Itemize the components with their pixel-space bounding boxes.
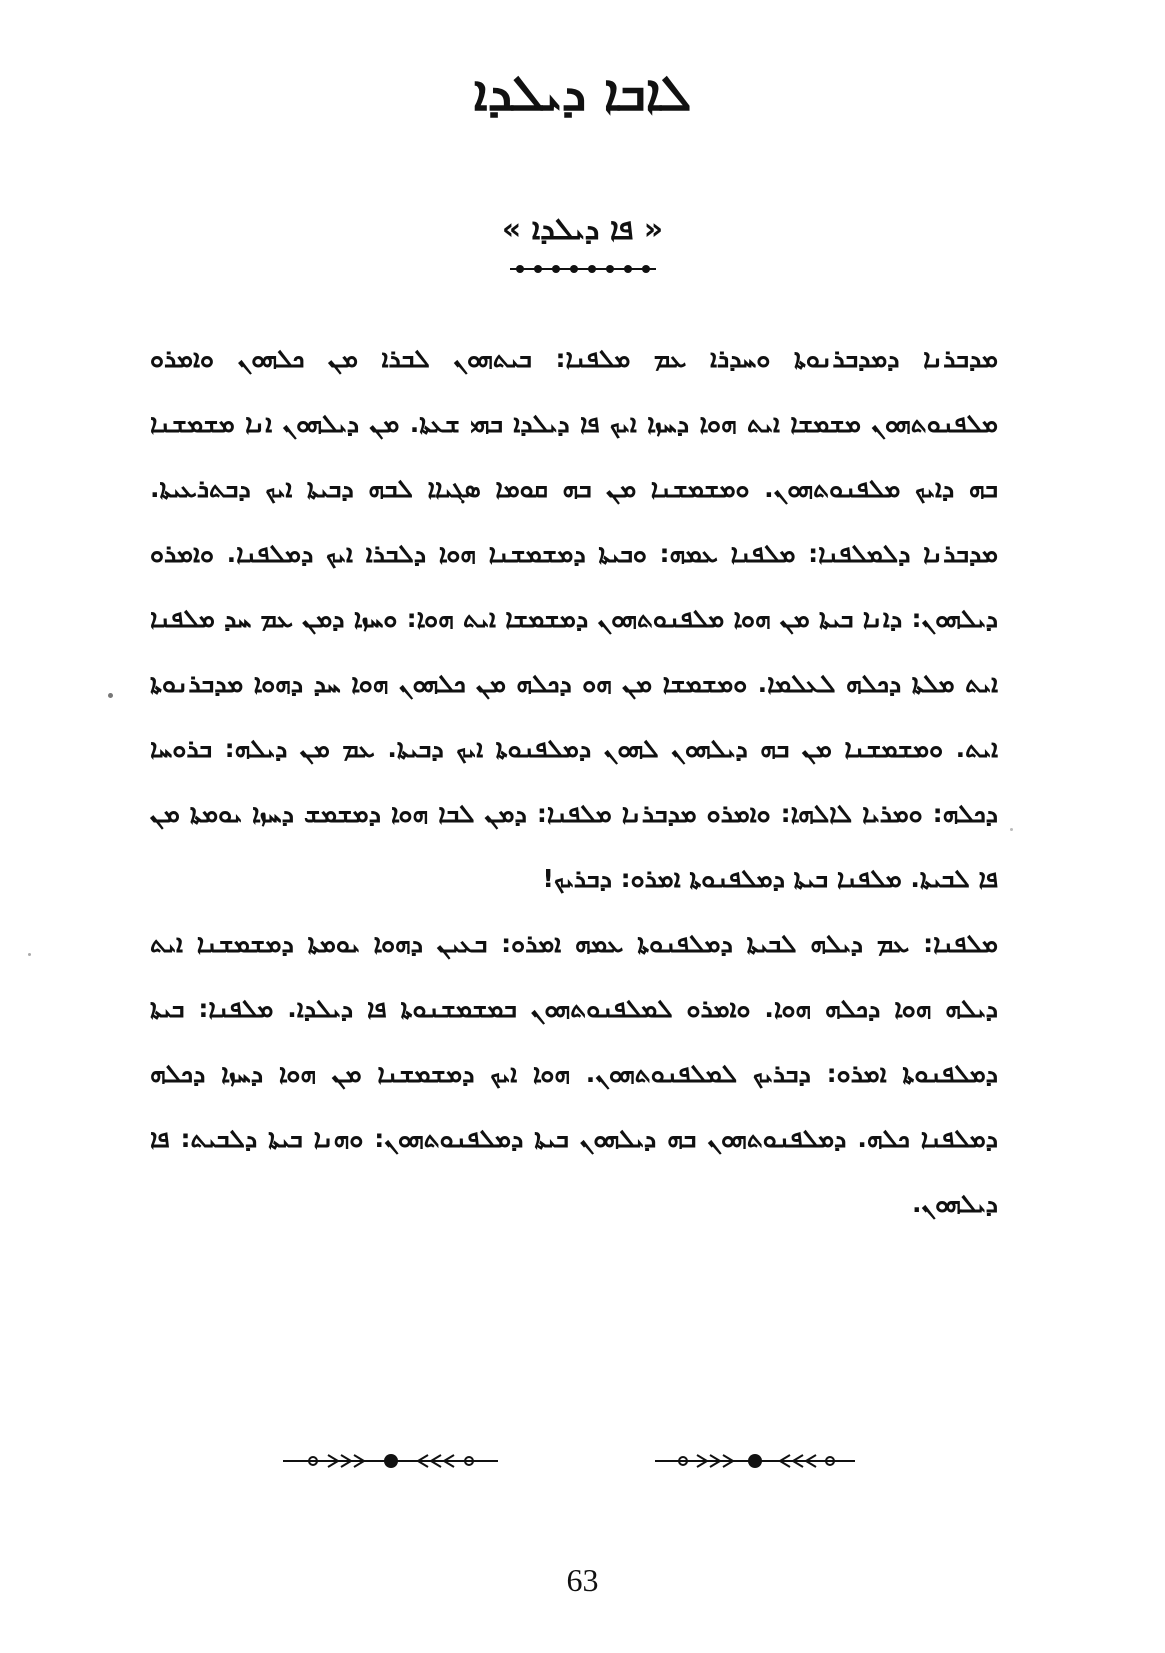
scan-speck	[28, 953, 31, 956]
scan-speck	[108, 693, 113, 698]
end-ornament-left	[283, 1450, 498, 1472]
scan-speck	[1010, 828, 1013, 831]
body-text	[150, 326, 998, 1236]
subtitle-ornament	[508, 262, 658, 276]
paragraph-2: ܡܠܦܢܐ: ܥܡ ܕܝܠܗ ܠܒܝܬܐ ܕܡܠܦܢܘܬܐ ܥܡܗ ܐܡܪܘ: ܒܥܝܢ ܕܗܘܐ ܝܘܡܬܐ ܕܡܫܡܫܢܐ ܐܝܬ ܕܝܠܗ ܗܘܐ ܕܟܠܗ ܗܘܐ. ܘܐܡܪܘ ܠܡܠܦܢܘܬܗܘܢ ܒܡܫܡܫܢܘܬܐ ܦܐ ܕܝܠܕܐ. ܡܠܦܢܐ: ܒܝܬܐ ܕܡܠܦܢܘܬܐ ܐܡܪܘ: ܕܒܪܝܟ ܠܡܠܦܢܘܬܗܘܢ. ܗܘܐ ܐܝܟ ܕܡܫܡܫܢܐ ܡܢ ܗܘܐ ܕܚܙܐ ܕܟܠܗ ܕܡܠܦܢܐ ܟܠܗ. ܕܡܠܦܢܘܬܗܘܢ ܒܗ ܕܝܠܗܘܢ ܒܝܬܐ ܕܡܠܦܢܘܬܗܘܢ: ܘܗܢܐ ܒܝܬܐ ܕܠܒܝܬ: ܦܐ ܕܝܠܗܘܢ.	[150, 929, 998, 1218]
end-ornament-right	[655, 1450, 855, 1472]
page-number: 63	[566, 1562, 599, 1598]
section-subtitle: « ܦܐ ܕܝܠܕܐ »	[501, 212, 664, 247]
page-title: ܠܐܒܐ ܕܝܠܕܐ	[473, 64, 692, 122]
paragraph-1: ܡܕܒܪܢܐ ܕܡܕܒܪܢܘܬܐ ܘܚܕܪܐ ܥܡ ܡܠܦܢܐ: ܒܝܬܗܘܢ ܠܒܪܐ ܡܢ ܟܠܗܘܢ ܘܐܡܪܘ ܡܠܦܢܘܬܗܘܢ ܡܫܡܫܐ ܐܝܬ ܗܘܐ ܕܚܙܐ ܐܝܟ ܦܐ ܕܝܠܕܐ ܒܗܝ ܫܥܬܐ. ܡܢ ܕܝܠܗܘܢ ܐܢܐ ܡܫܡܫܢܐ ܒܗ ܕܐܝܟ ܡܠܦܢܘܬܗܘܢ. ܘܡܫܡܫܢܐ ܡܢ ܒܗ ܩܘܡܐ ܣܓܝܐܐ ܠܒܗ ܕܒܝܬܐ ܐܝܟ ܕܒܬܪܥܝܬܐ. ܡܕܒܪܢܐ ܕܠܡܠܦܢܐ: ܡܠܦܢܐ ܥܡܗ: ܘܒܝܬܐ ܕܡܫܡܫܢܐ ܗܘܐ ܕܠܒܪܐ ܐܝܟ ܕܡܠܦܢܐ. ܘܐܡܪܘ ܕܝܠܗܘܢ: ܕܐܢܐ ܒܝܬܐ ܡܢ ܗܘܐ ܡܠܦܢܘܬܗܘܢ ܕܡܫܡܫܐ ܐܝܬ ܗܘܐ: ܘܚܙܐ ܕܡܢ ܥܡ ܚܕ ܡܠܦܢܐ ܐܝܬ ܡܠܬܐ ܕܟܠܗ ܠܥܠܡܐ. ܘܡܫܡܫܐ ܡܢ ܗܘ ܕܟܠܗ ܡܢ ܟܠܗܘܢ ܗܘܐ ܚܕ ܕܗܘܐ ܡܕܒܪܢܘܬܐ ܐܝܬ. ܘܡܫܡܫܢܐ ܡܢ ܒܗ ܕܝܠܗܘܢ ܠܗܘܢ ܕܡܠܦܢܘܬܐ ܐܝܟ ܕܒܝܬܐ. ܥܡ ܡܢ ܕܝܠܗ: ܒܪܘܚܐ ܕܟܠܗ: ܘܡܪܝܐ ܠܐܠܗܐ: ܘܐܡܪܘ ܡܕܒܪܢܐ ܡܠܦܢܐ: ܕܡܢ ܠܒܐ ܗܘܐ ܕܡܫܡܫ ܕܚܙܐ ܝܘܡܬܐ ܡܢ ܦܐ ܠܒܝܬܐ. ܡܠܦܢܐ ܒܝܬܐ ܕܡܠܦܢܘܬܐ ܐܡܪܘ: ܕܒܪܝܟ!	[150, 344, 998, 893]
